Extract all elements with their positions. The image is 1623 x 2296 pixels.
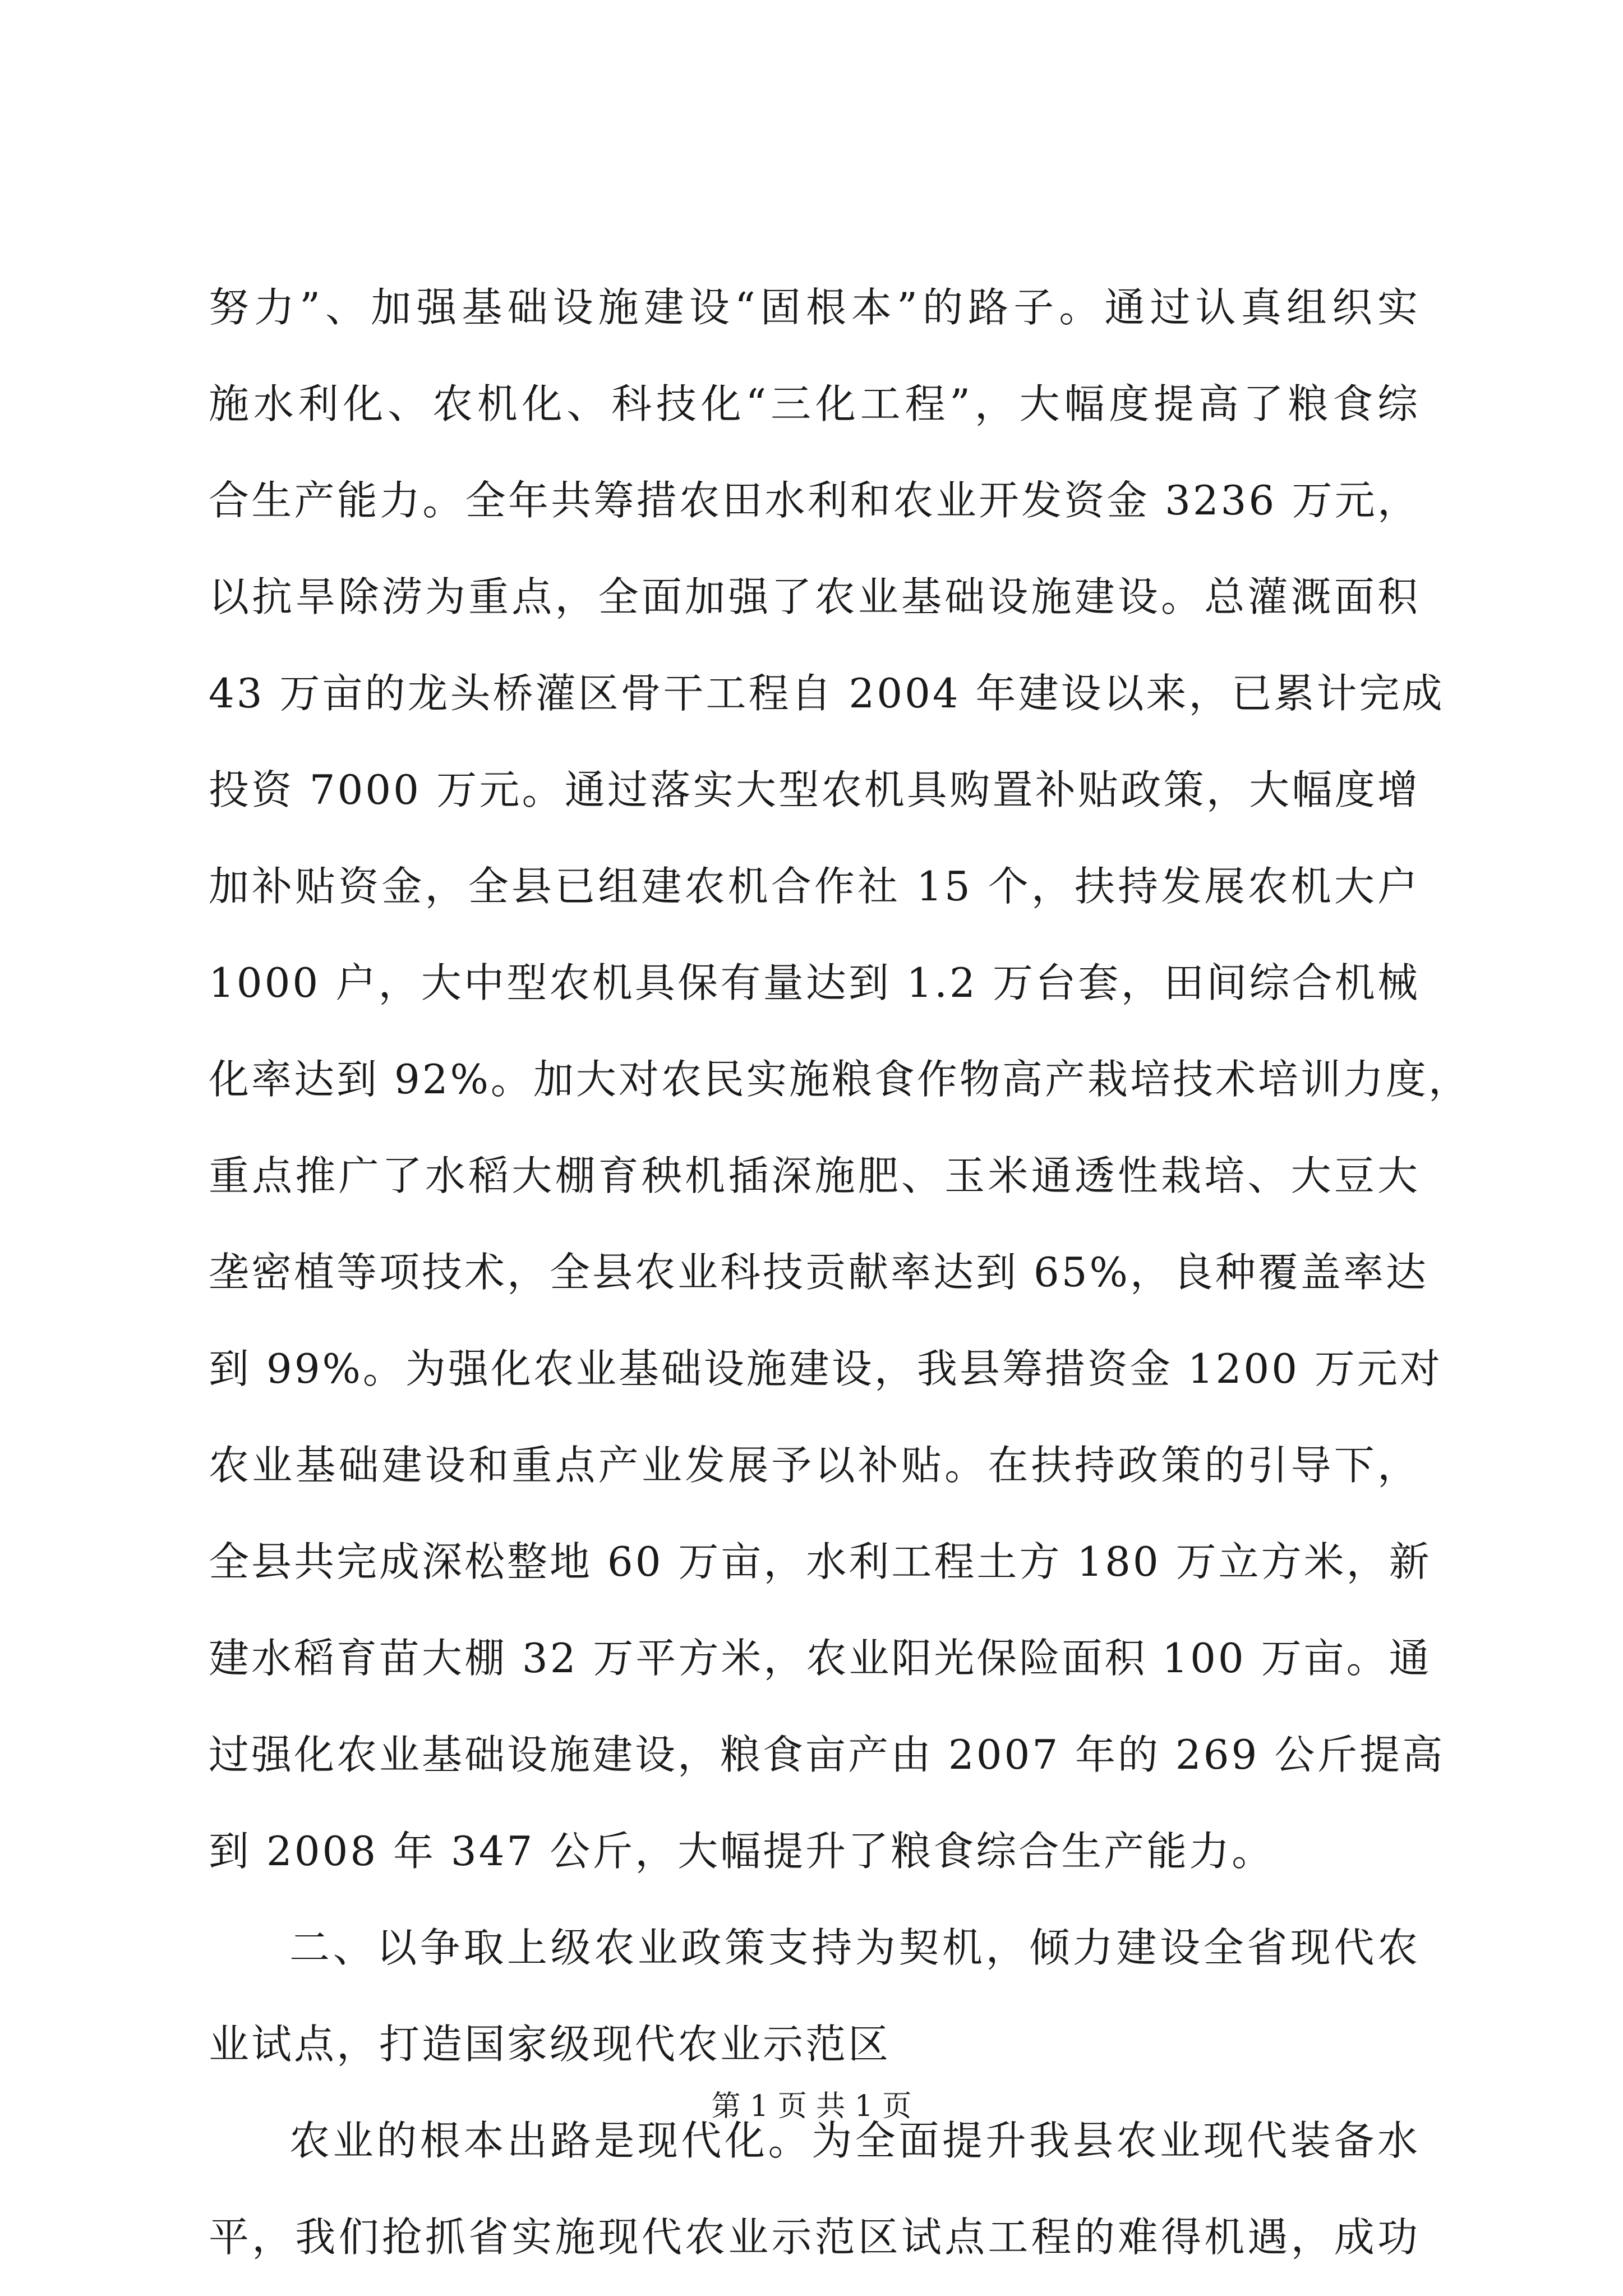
- text-line: 43 万亩的龙头桥灌区骨干工程自 2004 年建设以来，已累计完成: [209, 670, 1445, 717]
- section-heading-line: 二、以争取上级农业政策支持为契机，倾力建设全省现代农: [289, 1924, 1420, 1971]
- text-line: 合生产能力。全年共筹措农田水利和农业开发资金 3236 万元，: [209, 477, 1420, 524]
- text-line: 1000 户，大中型农机具保有量达到 1.2 万台套，田间综合机械: [209, 959, 1420, 1006]
- text-line: 建水稻育苗大棚 32 万平方米，农业阳光保险面积 100 万亩。通: [209, 1635, 1432, 1682]
- text-line: 全县共完成深松整地 60 万亩，水利工程土方 180 万立方米，新: [209, 1538, 1432, 1585]
- text-line: 平，我们抢抓省实施现代农业示范区试点工程的难得机遇，成功: [209, 2214, 1420, 2261]
- text-line: 投资 7000 万元。通过落实大型农机具购置补贴政策，大幅度增: [209, 766, 1420, 813]
- document-body: [209, 259, 1471, 2285]
- text-line: 以抗旱除涝为重点，全面加强了农业基础设施建设。总灌溉面积: [209, 573, 1420, 620]
- section-heading-line: 业试点，打造国家级现代农业示范区: [209, 2021, 891, 2068]
- text-line: 到 2008 年 347 公斤，大幅提升了粮食综合生产能力。: [209, 1828, 1275, 1875]
- text-line: 重点推广了水稻大棚育秧机插深施肥、玉米通透性栽培、大豆大: [209, 1152, 1420, 1199]
- text-line: 到 99%。为强化农业基础设施建设，我县筹措资金 1200 万元对: [209, 1345, 1442, 1392]
- page-number-label: 第 1 页 共 1 页: [711, 2090, 912, 2123]
- text-line: 加补贴资金，全县已组建农机合作社 15 个，扶持发展农机大户: [209, 863, 1420, 910]
- text-line: 施水利化、农机化、科技化“三化工程”，大幅度提高了粮食综: [209, 380, 1420, 427]
- text-line: 垄密植等项技术，全县农业科技贡献率达到 65%，良种覆盖率达: [209, 1249, 1428, 1296]
- text-line: 过强化农业基础设施建设，粮食亩产由 2007 年的 269 公斤提高: [209, 1731, 1445, 1778]
- text-line: 努力”、加强基础设施建设“固根本”的路子。通过认真组织实: [209, 284, 1420, 331]
- page-footer: [0, 2084, 1623, 2129]
- text-line: 农业的根本出路是现代化。为全面提升我县农业现代装备水: [289, 2117, 1420, 2164]
- text-line: 化率达到 92%。加大对农民实施粮食作物高产栽培技术培训力度，: [209, 1056, 1471, 1103]
- text-line: 农业基础建设和重点产业发展予以补贴。在扶持政策的引导下，: [209, 1442, 1420, 1489]
